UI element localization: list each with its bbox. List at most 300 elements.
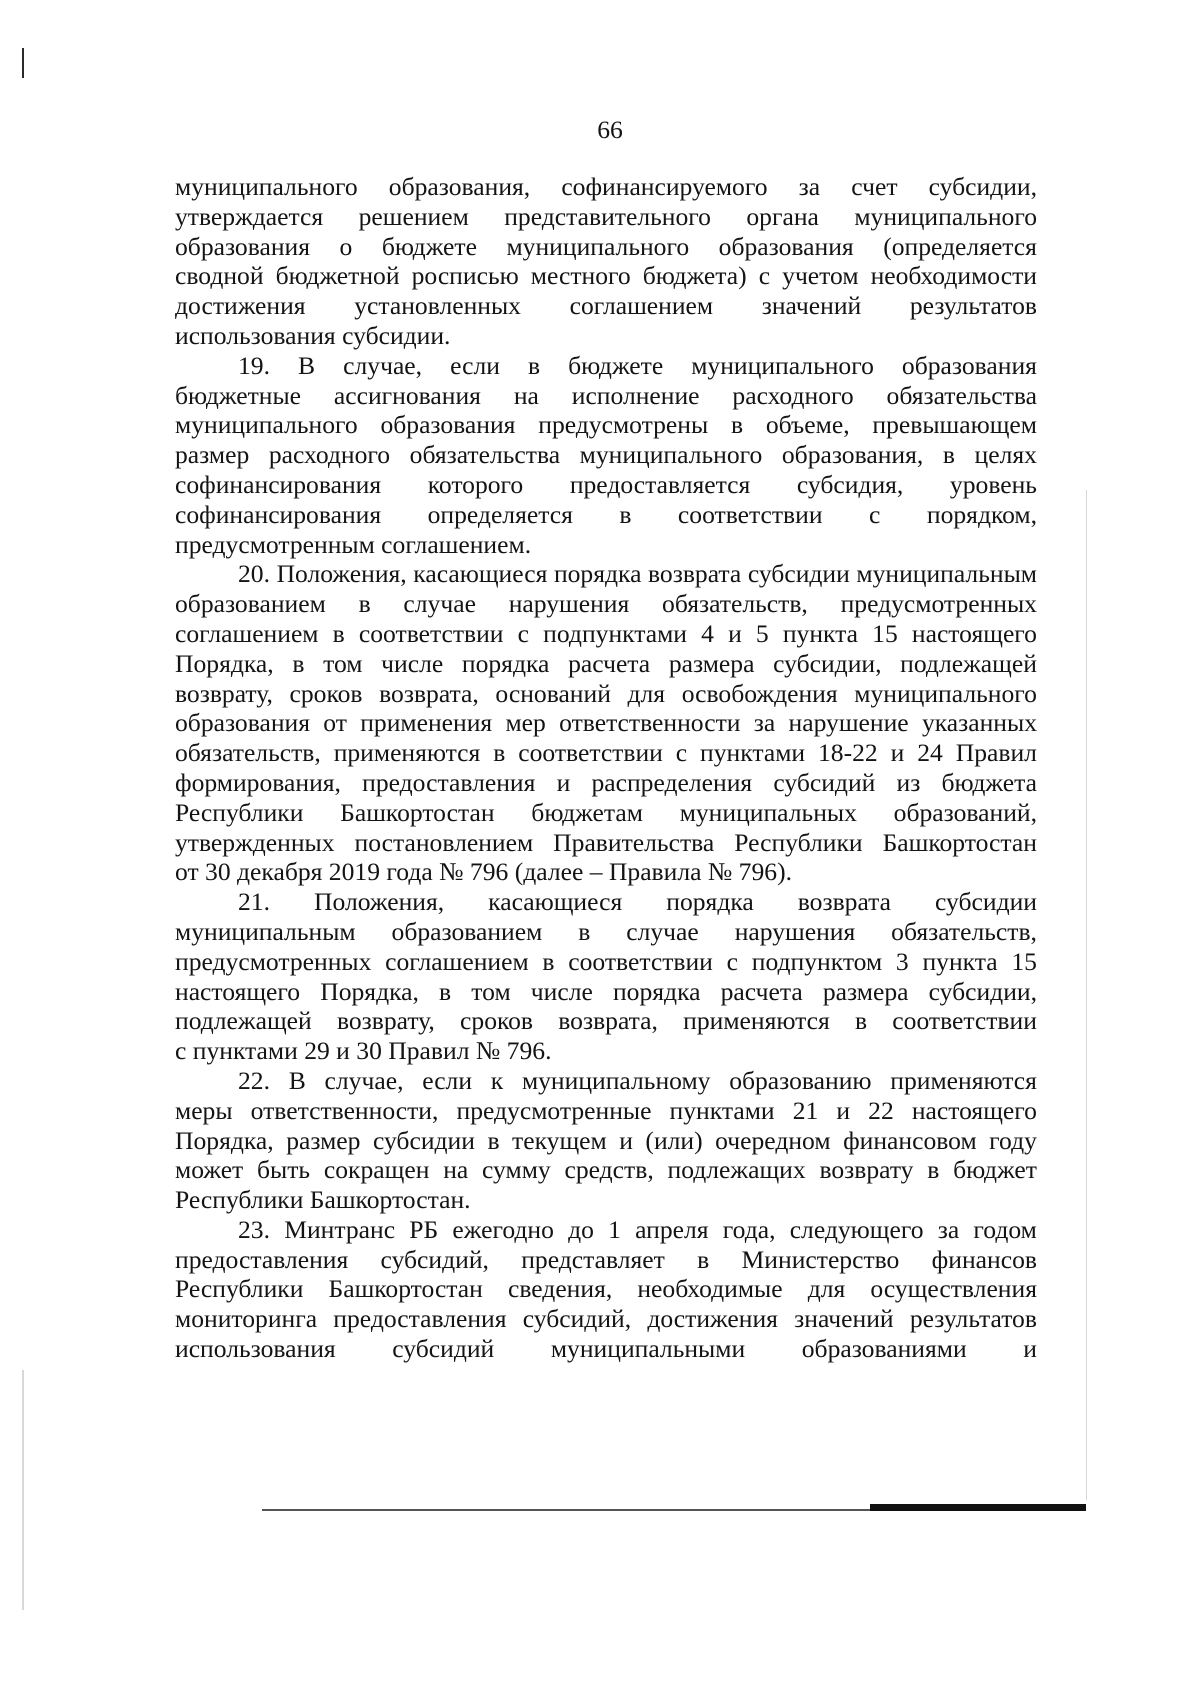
word: сокращен: [323, 1155, 430, 1185]
word: и: [619, 1125, 633, 1155]
word: Правил: [955, 738, 1037, 768]
word: о: [339, 231, 353, 261]
word: финансовом: [843, 1125, 977, 1155]
word: в: [487, 1125, 500, 1155]
scan-edge-line-right: [1086, 490, 1087, 1500]
word: муниципального: [579, 440, 763, 470]
word: субсидии,: [928, 172, 1037, 201]
word: Республики: [175, 1274, 304, 1304]
word: освобождения: [681, 678, 838, 708]
scan-edge-line-left: [22, 1370, 24, 1610]
word: применяются: [683, 1006, 830, 1036]
word: бюджетам: [531, 797, 643, 827]
word: бюджетной: [275, 261, 400, 291]
word: результатов: [909, 1304, 1037, 1334]
word: утверждается: [175, 201, 324, 231]
text-line: [175, 1274, 1037, 1304]
word: апреля: [635, 1214, 709, 1244]
text-line: [175, 172, 1037, 202]
text-line: [175, 232, 1037, 262]
word: представительного: [504, 201, 711, 231]
word: софинансирования: [175, 469, 382, 499]
word: использования: [175, 1334, 336, 1364]
text-line: с пунктами 29 и 30 Правил № 796.: [175, 1036, 552, 1066]
word: субсидии: [935, 887, 1037, 917]
word: и: [728, 618, 742, 648]
word: представляет: [521, 1244, 665, 1274]
text-line: [175, 1155, 1037, 1185]
word: Республики: [734, 827, 863, 857]
text-line: [175, 291, 1037, 321]
word: Порядка,: [175, 1125, 274, 1155]
text-line: [175, 619, 1037, 649]
word: подпунктами: [543, 618, 687, 648]
word: возврата,: [558, 1006, 658, 1036]
word: в: [439, 976, 452, 1006]
word: муниципальному: [521, 1065, 711, 1095]
word: субсидии,: [773, 648, 882, 678]
word: образованию: [729, 1065, 872, 1095]
word: Министерство: [741, 1244, 900, 1274]
word: образования,: [781, 440, 924, 470]
text-line: [175, 500, 1037, 530]
word: бюджетные: [175, 380, 302, 410]
word: подлежащих: [667, 1155, 806, 1185]
word: сумму: [482, 1155, 551, 1185]
word: предоставления: [362, 767, 536, 797]
word: сроков: [460, 1006, 534, 1036]
word: нарушения: [734, 916, 856, 946]
word: утвержденных: [175, 827, 335, 857]
word: установленных: [354, 291, 521, 321]
word: образованием: [391, 916, 543, 946]
word: пункта: [782, 618, 859, 648]
word: 22.: [238, 1065, 270, 1095]
word: том: [323, 648, 363, 678]
word: предоставления: [333, 1304, 507, 1334]
word: Башкортостан: [328, 1274, 483, 1304]
word: 22: [868, 1095, 894, 1125]
word: соответствии: [358, 618, 504, 648]
word: расчета: [568, 648, 651, 678]
word: расчета: [720, 976, 803, 1006]
word: субсидии,: [928, 976, 1037, 1006]
word: образования: [175, 231, 311, 261]
text-line: [175, 708, 1037, 738]
word: если: [450, 350, 500, 380]
word: текущем: [512, 1125, 607, 1155]
word: муниципального: [175, 410, 358, 440]
word: и: [890, 738, 905, 768]
word: и: [556, 767, 571, 797]
word: из: [896, 767, 921, 797]
word: обязательства: [409, 440, 561, 470]
word: софинансируемого: [561, 172, 768, 201]
word: муниципальными: [550, 1334, 746, 1364]
word: Порядка,: [320, 976, 419, 1006]
word: очередном: [715, 1125, 831, 1155]
text-line: [175, 470, 1037, 500]
word: предоставления: [175, 1244, 349, 1274]
word: случае: [403, 589, 476, 619]
word: в: [619, 499, 632, 529]
text-line: [238, 559, 1037, 589]
word: подпунктом: [751, 946, 883, 976]
text-line: [175, 1126, 1037, 1156]
word: Республики: [175, 797, 304, 827]
text-line: [175, 679, 1037, 709]
word: в: [697, 1244, 710, 1274]
word: образованием: [175, 589, 326, 619]
word: ответственности: [559, 708, 741, 738]
word: предоставляется: [569, 469, 751, 499]
word: РБ: [409, 1214, 439, 1244]
word: порядка: [666, 887, 754, 917]
word: 18-22: [818, 738, 878, 768]
text-line: использования субсидии.: [175, 320, 451, 350]
page-number: 66: [597, 115, 623, 144]
word: 20.: [238, 559, 270, 589]
word: муниципального: [854, 201, 1037, 231]
word: образования,: [388, 172, 531, 201]
text-line: [238, 887, 1037, 917]
word: образования: [380, 410, 516, 440]
text-line: [175, 410, 1037, 440]
word: числе: [530, 976, 593, 1006]
word: необходимые: [637, 1274, 783, 1304]
text-line: [175, 947, 1037, 977]
word: годом: [973, 1214, 1037, 1244]
text-line: [238, 1215, 1037, 1245]
word: исполнение: [571, 380, 700, 410]
word: софинансирования: [175, 499, 382, 529]
word: пунктами: [700, 738, 806, 768]
text-line: [175, 649, 1037, 679]
word: субсидий: [773, 767, 876, 797]
scan-edge-tick-top: [22, 48, 24, 78]
word: субсидий,: [380, 1244, 489, 1274]
word: настоящего: [911, 1095, 1037, 1125]
word: обязательств,: [175, 738, 321, 768]
word: 21: [792, 1095, 819, 1125]
word: применения: [360, 708, 493, 738]
word: образованиями: [801, 1334, 967, 1364]
word: возврата,: [379, 678, 479, 708]
word: в: [493, 738, 506, 768]
word: мониторинга: [175, 1304, 318, 1334]
word: органа: [746, 201, 819, 231]
word: муниципальным: [856, 559, 1037, 589]
word: 5: [755, 618, 769, 648]
word: бюджет: [953, 1155, 1037, 1185]
text-line: [175, 1096, 1037, 1126]
word: следующего: [789, 1214, 924, 1244]
word: 23.: [238, 1214, 270, 1244]
text-line: [238, 351, 1037, 381]
word: значений: [761, 291, 862, 321]
word: до: [568, 1214, 594, 1244]
word: Порядка,: [175, 648, 274, 678]
word: к: [490, 1065, 504, 1095]
word: на: [443, 1155, 469, 1185]
word: счет: [851, 172, 898, 201]
word: обязательств,: [662, 589, 808, 619]
word: подлежащей: [900, 648, 1037, 678]
word: постановлением: [354, 827, 534, 857]
word: соглашением: [175, 618, 319, 648]
word: касающиеся: [413, 559, 548, 589]
word: в: [358, 589, 371, 619]
word: соглашением: [385, 946, 529, 976]
word: предусмотренных: [175, 946, 372, 976]
word: размер: [175, 440, 250, 470]
word: уровень: [949, 469, 1037, 499]
text-line: [175, 261, 1037, 291]
word: Башкортостан: [340, 797, 495, 827]
word: финансов: [931, 1244, 1037, 1274]
word: 21.: [238, 887, 270, 917]
text-line: [175, 381, 1037, 411]
word: росписью: [411, 261, 519, 291]
word: 24: [917, 738, 943, 768]
word: субсидии: [372, 1125, 475, 1155]
word: в: [527, 350, 541, 380]
word: в: [292, 648, 305, 678]
word: для: [807, 1274, 846, 1304]
text-line: [175, 589, 1037, 619]
word: обязательства: [886, 380, 1037, 410]
word: подлежащей: [175, 1006, 312, 1036]
text-line: [175, 828, 1037, 858]
word: необходимости: [870, 261, 1037, 291]
word: результатов: [909, 291, 1037, 321]
word: нарушения: [508, 589, 630, 619]
word: в: [854, 1006, 868, 1036]
paragraph-20: [175, 559, 1037, 887]
word: возврату,: [336, 1006, 435, 1036]
word: сроков: [289, 678, 363, 708]
word: образования: [718, 231, 854, 261]
text-line: [175, 1245, 1037, 1275]
text-line: Республики Башкортостан.: [175, 1185, 471, 1215]
word: порядка: [553, 559, 642, 589]
text-line: предусмотренным соглашением.: [175, 529, 532, 559]
word: достижения: [647, 1304, 778, 1334]
word: с: [758, 261, 771, 291]
word: и: [836, 1095, 851, 1125]
word: формирования,: [175, 767, 341, 797]
word: с: [869, 499, 881, 529]
word: 3: [895, 946, 909, 976]
text-line: [175, 977, 1037, 1007]
word: в: [927, 1155, 940, 1185]
word: за: [753, 708, 776, 738]
word: бюджета: [941, 767, 1037, 797]
word: года,: [722, 1214, 776, 1244]
word: применяются: [890, 1065, 1037, 1095]
word: размера: [668, 648, 755, 678]
word: осуществления: [870, 1274, 1037, 1304]
word: расходного: [268, 440, 391, 470]
word: Башкортостан: [882, 827, 1037, 857]
word: образования: [901, 350, 1037, 380]
word: бюджета): [642, 261, 747, 291]
paragraph-19: [175, 351, 1037, 560]
paragraph-continuation: [175, 172, 1037, 351]
word: случае,: [324, 1065, 404, 1095]
word: и: [1023, 1334, 1037, 1364]
word: муниципальных: [679, 797, 857, 827]
word: Правительства: [553, 827, 715, 857]
word: может: [175, 1155, 244, 1185]
word: предусмотренные: [456, 1095, 652, 1125]
word: меры: [175, 1095, 233, 1125]
word: бюджете: [381, 231, 477, 261]
word: муниципального: [691, 350, 874, 380]
word: целях: [974, 440, 1037, 470]
word: касающиеся: [488, 887, 623, 917]
word: сведения,: [507, 1274, 613, 1304]
word: местного: [530, 261, 631, 291]
word: которого: [427, 469, 524, 499]
word: 4: [701, 618, 714, 648]
text-line: [175, 440, 1037, 470]
word: определяется: [427, 499, 573, 529]
word: (определяется: [883, 231, 1037, 261]
word: муниципального: [854, 678, 1037, 708]
word: соответствии: [568, 946, 713, 976]
text-line: [175, 768, 1037, 798]
text-line: [175, 738, 1037, 768]
word: субсидии: [747, 559, 850, 589]
word: году: [989, 1125, 1037, 1155]
word: соответствии: [892, 1006, 1037, 1036]
word: Положения,: [276, 559, 407, 589]
word: распределения: [591, 767, 753, 797]
word: значений: [794, 1304, 894, 1334]
word: предусмотрены: [538, 410, 709, 440]
word: в: [942, 440, 955, 470]
word: учетом: [782, 261, 859, 291]
text-line: [175, 1334, 1037, 1364]
word: с: [675, 738, 688, 768]
text-line: от 30 декабря 2019 года № 796 (далее – Правила № 796).: [175, 857, 792, 887]
word: на: [513, 380, 539, 410]
word: 19.: [238, 350, 270, 380]
word: В: [288, 1065, 306, 1095]
word: муниципальным: [175, 916, 356, 946]
word: соответствии: [518, 738, 663, 768]
paragraph-23: [175, 1215, 1037, 1364]
word: случае,: [343, 350, 423, 380]
word: настоящего: [911, 618, 1037, 648]
word: субсидий,: [522, 1304, 632, 1334]
word: средств,: [564, 1155, 654, 1185]
paragraph-21: [175, 887, 1037, 1066]
word: указанных: [921, 708, 1037, 738]
word: соглашением: [569, 291, 714, 321]
text-line: [175, 202, 1037, 232]
scan-bottom-thin-line: [262, 1509, 872, 1511]
word: пунктами: [669, 1095, 775, 1125]
word: с: [517, 618, 530, 648]
word: для: [627, 678, 666, 708]
word: мер: [505, 708, 546, 738]
word: субсидия,: [796, 469, 904, 499]
word: случае: [626, 916, 699, 946]
word: сводной: [175, 261, 264, 291]
word: возврата: [648, 559, 742, 589]
word: настоящего: [175, 976, 301, 1006]
word: с: [726, 946, 738, 976]
word: пункта: [922, 946, 998, 976]
word: муниципального: [175, 172, 358, 201]
word: в: [542, 946, 555, 976]
word: порядка: [461, 648, 550, 678]
word: за: [937, 1214, 960, 1244]
word: применяются: [333, 738, 481, 768]
word: за: [798, 172, 821, 201]
word: бюджете: [568, 350, 664, 380]
word: ежегодно: [452, 1214, 554, 1244]
word: том: [471, 976, 511, 1006]
word: если: [422, 1065, 473, 1095]
word: решением: [358, 201, 469, 231]
word: от: [323, 708, 347, 738]
word: превышающем: [872, 410, 1037, 440]
word: в: [730, 410, 744, 440]
word: В: [298, 350, 316, 380]
word: субсидий: [392, 1334, 495, 1364]
paragraph-22: [175, 1066, 1037, 1215]
word: предусмотренных: [840, 589, 1037, 619]
word: порядком,: [926, 499, 1037, 529]
word: 15: [1011, 946, 1037, 976]
word: 15: [872, 618, 898, 648]
word: расходного: [732, 380, 854, 410]
word: Минтранс: [284, 1214, 396, 1244]
word: размер: [286, 1125, 361, 1155]
word: порядка: [612, 976, 701, 1006]
word: ответственности,: [250, 1095, 439, 1125]
word: числе: [381, 648, 444, 678]
word: оснований: [495, 678, 611, 708]
word: в: [332, 618, 345, 648]
word: в: [578, 916, 591, 946]
word: ассигнования: [333, 380, 481, 410]
scan-bottom-thick-bar: [870, 1504, 1086, 1511]
word: объеме,: [765, 410, 850, 440]
text-line: [238, 1066, 1037, 1096]
text-line: [175, 1304, 1037, 1334]
word: муниципального: [506, 231, 690, 261]
word: образований,: [893, 797, 1037, 827]
document-body: [175, 172, 1037, 1364]
word: нарушение: [788, 708, 909, 738]
word: (или): [645, 1125, 703, 1155]
text-line: [175, 917, 1037, 947]
word: обязательств,: [891, 916, 1037, 946]
word: возврату,: [175, 678, 273, 708]
word: образования: [175, 708, 311, 738]
word: достижения: [175, 291, 306, 321]
word: возврату: [819, 1155, 914, 1185]
word: размера: [822, 976, 909, 1006]
word: Положения,: [314, 887, 445, 917]
word: возврата: [797, 887, 892, 917]
text-line: [175, 1006, 1037, 1036]
word: соответствии: [677, 499, 823, 529]
